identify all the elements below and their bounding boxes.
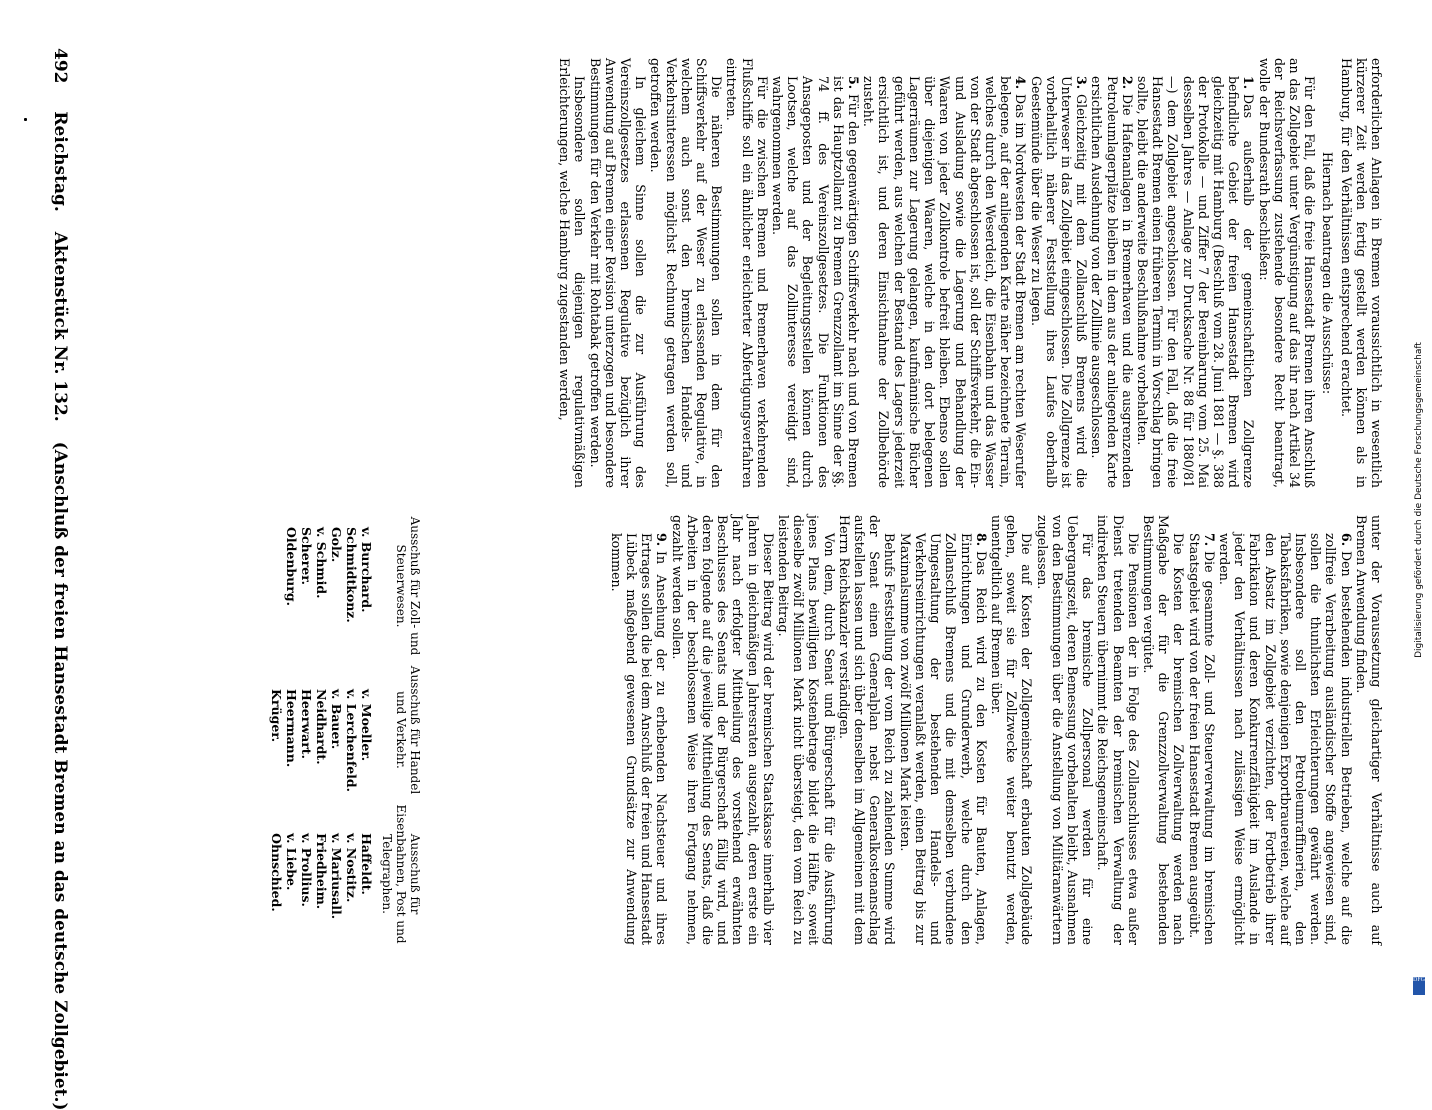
left-column <box>557 58 1384 488</box>
list-item: 1. Das außerhalb der gemeinschaftlichen Zollgrenze befindliche Gebiet der freien Hansestadt Bremen wird gleichzeitig mit Hamburg (Beschluß vom 28. Juni 1881 — §. 388 der Protokolle — und Ziffer 7 der Bereinbarung vom 25. Mai desselben Jahres — Anlage zur Drucksache Nr. 88 für 1880/81 —) dem Zollgebiet angeschlossen. Für den Fall, daß die freie Hansestadt Bremen einen früheren Termin in Vorschlag bringen sollte, bleibt die anderweite Beschlußnahme vorbehalten. <box>1134 76 1257 488</box>
document-number: Aktenstück Nr. 132. <box>50 231 70 422</box>
signatory: v. Nostitz. <box>344 833 359 903</box>
signatory: Heermann. <box>284 689 299 768</box>
signatory: Krüger. <box>269 689 284 743</box>
signatory: Friedheim. <box>314 833 329 910</box>
scan-speck <box>24 118 27 121</box>
paragraph: Für das bremische Zollpersonal werden für eine Uebergangszeit, deren Bemessung vorbehalten bleibt, Ausnahmen von den Bestimmungen über die Anstellung von Militäranwärtern zugelassen. <box>1034 515 1096 945</box>
signatory: Haffeldt. <box>359 833 374 895</box>
committee-label: Ausschuß für Zoll- und Steuerwesen. <box>394 516 422 656</box>
section-heading: Hiernach beantragen die Ausschüsse: <box>1320 151 1336 395</box>
list-item: 3. Gleichzeitig mit dem Zollanschluß Bremens wird die Unterweser in das Zollgebiet eingeschlossen. Die Zollgrenze ist vorbehaltlich näherer Feststellung ihres Laufes oberhalb Geestemünde über die Weser zu legen. <box>1028 76 1090 488</box>
paragraph: Dieser Beitrag wird der bremischen Staatskasse innerhalb vier Jahren in gleichmäßigen Jahresraten ausgezahlt, deren erste ein Jahr nach erfolgter Mittheilung des vorstehend erwähnten Beschlusses des Senats und der Bürgerschaft fällig wird, und deren folgende auf die jeweilige Mittheilung des Senats, daß die Arbeiten in der beschlossenen Weise ihren Fortgang nehmen, gezahlt werden sollen. <box>669 515 776 945</box>
committee-label: Ausschuß für Eisenbahnen, Post und Telegraphen. <box>380 804 422 944</box>
page-number: 492 <box>50 48 70 84</box>
right-column <box>609 515 1384 945</box>
paragraph: unter der Voraussetzung gleichartiger Verhältnisse auch auf Bremen Anwendung finden. <box>1353 515 1384 945</box>
paragraph: Für den Fall, daß die freie Hansestadt Bremen ihren Anschluß an das Zollgebiet unter Vergünstigung auf das ihr nach Artikel 34 der Reichsverfassung zustehende besondere Recht beantragt, wolle der Bundesrath beschließen: <box>1256 58 1318 488</box>
paragraph: erforderlichen Anlagen in Bremen voraussichtlich in wesentlich kürzerer Zeit werden fertig gestellt werden können als in Hamburg, für den Verhältnissen entsprechend erachtet. <box>1338 58 1384 488</box>
paragraph: Die näheren Bestimmungen sollen in dem für den Schiffsverkehr auf der Weser zu erlassenden Regulative, in welchem auch sonst den bremischen Handels- und Verkehrsinteressen möglichst Rechnung getragen werden soll, getroffen werden. <box>648 58 725 488</box>
signatory: v. Bauer. <box>329 689 344 750</box>
signatory: Heerwart. <box>299 689 314 759</box>
paragraph: Die Kosten der bremischen Zollverwaltung werden nach Maßgabe der für die Grenzzollverwaltung bestehenden Bestimmungen vergütet. <box>1140 515 1187 945</box>
signatory: v. Lerchenfeld. <box>344 689 359 792</box>
list-item: 7. Die gesammte Zoll- und Steuerverwaltung im bremischen Staatsgebiet wird von der freien Hansestadt Bremen ausgeübt. <box>1186 533 1217 945</box>
list-item: 8. Das Reich wird zu den Kosten für Bauten, Anlagen, Einrichtungen und Grunderwerb, welche durch den Zollanschluß Bremens und die mit demselben verbundene Umgestaltung der bestehenden Handels- und Verkehrseinrichtungen veranlaßt werden, einen Beitrag bis zur Maximalsumme von zwölf Millionen Mark leisten. <box>897 533 989 945</box>
list-item: 6. Den bestehenden industriellen Betrieben, welche auf die zollfreie Verarbeitung ausländischer Stoffe angewiesen sind, sollen die thunlichsten Erleichterungen gewährt werden. Insbesondere soll den Petroleumraffinerien, den Tabaksfabriken, sowie denjenigen Exportbrauereien, welche auf den Absatz im Zollgebiet verzichten, der Fortbetrieb ihrer Fabrikation und deren Konkurrenzfähigkeit im Auslande in jeder den Verhältnissen nach zulässigen Weise ermöglicht werden. <box>1216 533 1354 945</box>
list-item: 5. Für den gegenwärtigen Schiffsverkehr nach und von Bremen ist das Hauptzollamt zu Bremen Grenzzollamt im Sinne der §§. 74 ff. des Vereinszollgesetzes. Die Funktionen des Ansageposten und der Begleitungsstellen können durch Lootsen, welche auf das Zollinteresse vereidigt sind, wahrgenommen werden. <box>770 76 862 488</box>
paragraph: Die Pensionen der in Folge des Zollanschlusses etwa außer Dienst tretenden Beamten der bremischen Verwaltung der indirekten Steuern übernimmt die Reichsgemeinschaft. <box>1095 515 1141 945</box>
signatory: v. Prollius. <box>299 833 314 907</box>
footer-text: Digitalisierung gefördert durch die Deutsche Forschungsgemeinschaft <box>1414 342 1424 658</box>
list-item: 9. In Ansehung der zu erhebenden Nachsteuer und ihres Ertrages sollen die bei dem Anschluß der freien und Hansestadt Lübeck maßgebend gewesenen Grundsätze zur Anwendung kommen. <box>608 533 670 945</box>
signatory: Golz. <box>329 527 344 563</box>
signatory: v. Mariusall. <box>329 833 344 920</box>
digitization-footer <box>1409 5 1429 995</box>
signatory-column <box>269 659 374 801</box>
committee-label: Ausschuß für Handel und Verkehr. <box>394 665 422 795</box>
signatory: Scherer. <box>299 527 314 586</box>
signatory: Oldenburg. <box>284 527 299 606</box>
signature-block <box>269 515 422 945</box>
signatory: Neidhardt. <box>314 689 329 765</box>
page-header <box>50 48 70 1110</box>
signatory-column <box>269 803 374 945</box>
signatory: v. Liebe. <box>284 833 299 891</box>
paragraph: In gleichem Sinne sollen die zur Ausführung des Vereinszollgesetzes erlassenen Regulative bezüglich ihrer Anwendung auf Bremen einer Revision unterzogen und besondere Bestimmungen für den Verkehr mit Rohtabak getroffen werden. <box>587 58 649 488</box>
paragraph: Insbesondere sollen diejenigen regulativmäßigen Erleichterungen, welche Hamburg zugestanden werden, <box>557 58 588 488</box>
dfg-logo-icon: DFG <box>1413 977 1425 995</box>
signatory: v. Moeller. <box>359 689 374 762</box>
paragraph: Die auf Kosten der Zollgemeinschaft erbauten Zollgebäude gehen, soweit sie für Zollzwecke weiter benutzt werden, unentgeltlich auf Bremen über. <box>988 515 1035 945</box>
document-topic: (Anschluß der freien Hansestadt Bremen an das deutsche Zollgebiet.) <box>50 441 70 1110</box>
signatory-names <box>269 515 374 945</box>
committee-labels <box>380 515 422 945</box>
list-item: 2. Die Hafenanlagen in Bremerhaven und die ausgrenzenden Petroleumlagerplätze bleiben in dem aus der anliegenden Karte ersichtlichen Ausdehnung von der Zolllinie ausgeschlossen. <box>1089 76 1135 488</box>
page-title: Reichstag. <box>50 111 70 212</box>
signatory: v. Burchard. <box>359 527 374 613</box>
paragraph: Behufs Feststellung der vom Reich zu zahlenden Summe wird der Senat einen Generalplan nebst Generalkostenanschlag aufstellen lassen und sich über denselben im Allgemeinen mit dem Herrn Reichskanzler verständigen. <box>836 515 898 945</box>
paragraph: Für die zwischen Bremen und Bremerhaven verkehrenden Flußschiffe soll ein ähnlicher erleichterter Abfertigungsverfahren eintreten. <box>724 58 770 488</box>
signatory-column <box>269 515 374 657</box>
paragraph: Von dem, durch Senat und Bürgerschaft für die Ausführung jenes Plans bewilligten Kostenbetrage bildet die Hälfte, soweit dieselbe zwölf Millionen Mark nicht übersteigt, den vom Reich zu leistenden Beitrag. <box>776 515 837 945</box>
signatory: Schmidtkonz. <box>344 527 359 623</box>
signatory: Ohnschied. <box>269 833 284 912</box>
list-item: 4. Das im Nordwesten der Stadt Bremen am rechten Weserufer belegene, auf der anliegenden Karte näher bezeichnete Terrain, welches durch den Weserdeich, die Eisenbahn und das Wasser von der Stadt abgeschlossen ist, soll der Schiffsverkehr, die Ein- und Ausladung sowie die Lagerung und Behandlung der Waaren von jeder Zollkontrole befreit bleiben. Ebenso sollen über diejenigen Waaren, welche in den dort belegenen Lagerräumen zur Lagerung gelangen, kaufmännische Bücher geführt werden, aus welchen der Bestand des Lagers jederzeit ersichtlich ist, und deren Einsichtnahme der Zollbehörde zusteht. <box>861 76 1029 488</box>
signatory: v. Schmid. <box>314 527 329 599</box>
